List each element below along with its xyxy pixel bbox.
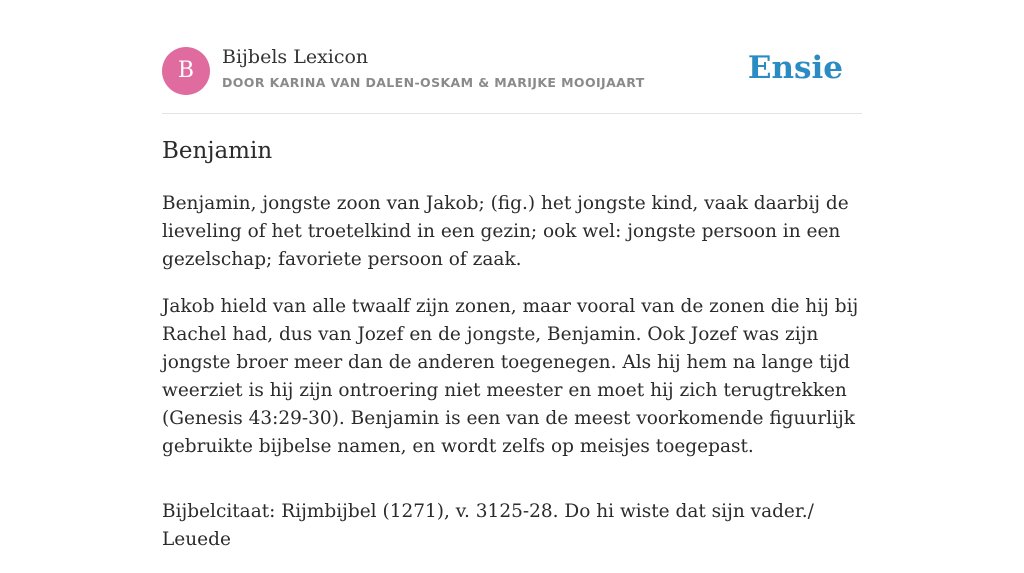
- book-title[interactable]: Bijbels Lexicon: [222, 46, 369, 68]
- entry-paragraph-explanation: Jakob hield van alle twaalf zijn zonen, maar vooral van de zonen die hij bij Rachel had, dus van Jozef en de jongste, Benjamin. Ook Jozef was zijn jongste broer meer dan de anderen toegenegen. Als hij hem na lange tijd weerziet is hij zijn ontroering niet meester en moet hij zich terugtrekken (Genesis 43:29-30). Benjamin is een van de meest voorkomende figuurlijk gebruikte bijbelse namen, en wordt zelfs op meisjes toegepast.: [162, 296, 859, 457]
- book-avatar[interactable]: B: [162, 47, 210, 95]
- entry-paragraph-definition: Benjamin, jongste zoon van Jakob; (fig.) het jongste kind, vaak daarbij de lieveling of het troetelkind in een gezin; ook wel: jongste persoon in een gezelschap; favoriete persoon of zaak.: [162, 193, 849, 270]
- page-header: [162, 46, 862, 96]
- entry-title: Benjamin: [162, 138, 273, 164]
- header-divider: [162, 113, 862, 114]
- entry-paragraph-citation: Bijbelcitaat: Rijmbijbel (1271), v. 3125-28. Do hi wiste dat sijn vader./ Leuede: [162, 501, 814, 550]
- brand-logo[interactable]: Ensie: [747, 50, 843, 86]
- entry-content: [162, 190, 862, 573]
- book-author: DOOR KARINA VAN DALEN-OSKAM & MARIJKE MOOIJAART: [222, 75, 645, 90]
